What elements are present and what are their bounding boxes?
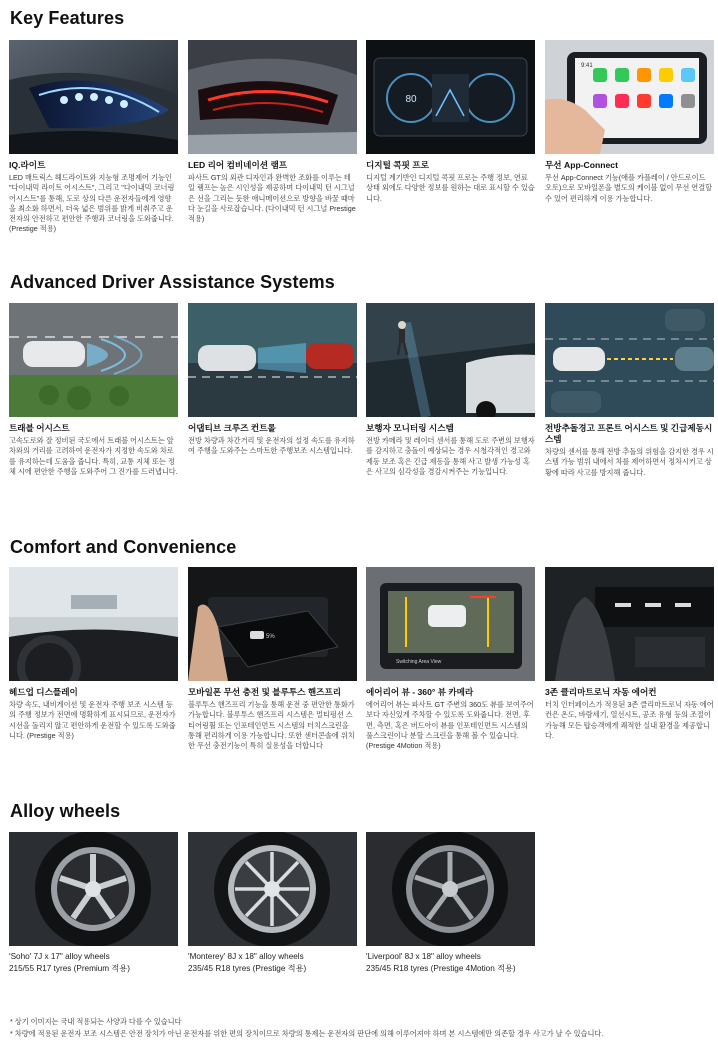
svg-text:9:41: 9:41 — [581, 63, 593, 69]
feature-description: LED 매트릭스 헤드라이트와 지능형 조명제어 기능인 "다이내믹 라이트 어시스트", 그리고 "다이내믹 코너링 어시스트"를 통해, 도로 상의 다른 운전자들에게 영향을 최소화 하면서, 더욱 넓은 범위를 밝게 비춰주고 운전자의 안전하고 편안한 주행과 코너링을 도와줍니다. (Prestige 적용) — [9, 173, 175, 234]
feature-description: 전방 카메라 및 레이더 센서를 통해 도로 주변의 보행자를 감지하고 충돌이 예상되는 경우 시청각적인 경고와 제동 보조 혹은 긴급 제동을 통해 사고 발생 가능성 혹은 사고의 심각성을 경감시켜주는 기능입니다. — [366, 436, 535, 476]
feature-card-front-assist — [545, 303, 714, 478]
feature-card-iq-light — [9, 40, 178, 235]
feature-title: 디지털 콕핏 프로 — [366, 160, 429, 170]
wheel-soho-image — [9, 832, 178, 946]
feature-description: 터치 인터페이스가 적용된 3존 클리마트로닉 자동 에어컨은 온도, 바람세기, 열선시트, 공조 유형 등의 조절이 가능해 모든 탑승객에게 쾌적한 실내 환경을 제공합니다. — [545, 700, 714, 740]
feature-card-climatronic — [545, 567, 714, 741]
wheel-name: 'Liverpool' 8J x 18" alloy wheels — [366, 952, 481, 961]
app-connect-image — [545, 40, 714, 154]
feature-description: 고속도로와 잘 정비된 국도에서 트래블 어시스트는 앞차와의 거리를 고려하여 운전자가 지정한 속도와 차로를 유지하는데 도움을 줍니다. 특히, 교통 지체 또는 정체 시에 편안한 주행을 도와주어 그 진가를 드러냅니다. — [9, 436, 178, 476]
wheel-caption — [366, 951, 535, 975]
wheel-caption — [9, 951, 178, 975]
wireless-charging-image — [188, 567, 357, 681]
svg-text:80: 80 — [405, 94, 417, 105]
feature-description: 전방 차량과 차간거리 및 운전자의 설정 속도를 유지하여 주행을 도와주는 스마트한 주행보조 시스템입니다. — [188, 436, 355, 456]
feature-title: 헤드업 디스플레이 — [9, 687, 78, 697]
feature-title: 3존 클리마트로닉 자동 에어컨 — [545, 687, 657, 697]
travel-assist-image — [9, 303, 178, 417]
footnote-2: * 차량에 적용된 운전자 보조 시스템은 안전 장치가 아닌 운전자를 위한 편의 장치이므로 차량의 통제는 운전자의 판단에 의해 이루어져야 하며 본 시스템에만 의존할 경우 사고가 날 수 있습니다. — [10, 1029, 604, 1038]
wheel-tyre: 235/45 R18 tyres (Prestige 4Motion 적용) — [366, 964, 516, 973]
feature-card-app-connect — [545, 40, 714, 204]
svg-text:Switching Area View: Switching Area View — [396, 659, 442, 665]
footnotes — [10, 1016, 710, 1040]
feature-card-wireless-charging — [188, 567, 357, 751]
feature-description: 디지털 계기반인 디지털 콕핏 프로는 주행 정보, 연료 상태 외에도 다양한 정보를 원하는 대로 표시할 수 있습니다. — [366, 173, 535, 203]
feature-description: 에어리어 뷰는 파사트 GT 주변의 360도 뷰를 보여주어 보다 자신있게 주차할 수 있도록 도와줍니다. 전면, 후면, 측면, 혹은 버드아이 뷰를 인포테인먼트 시스템의 풀스크린이나 분할 스크린을 통해 볼 수 있습니다. (Prestige 4Motion 적용) — [366, 700, 534, 751]
wheel-name: 'Monterey' 8J x 18" alloy wheels — [188, 952, 304, 961]
feature-title: 트래블 어시스트 — [9, 423, 70, 433]
feature-title: 어댑티브 크루즈 컨트롤 — [188, 423, 276, 433]
feature-title: 무선 App-Connect — [545, 160, 618, 170]
feature-title: IQ.라이트 — [9, 160, 46, 170]
rear-lamp-image — [188, 40, 357, 154]
headlight-image — [9, 40, 178, 154]
wheel-tyre: 215/55 R17 tyres (Premium 적용) — [9, 964, 130, 973]
front-assist-image — [545, 303, 714, 417]
section-title-comfort: Comfort and Convenience — [10, 537, 237, 557]
feature-title: 에어리어 뷰 - 360° 뷰 카메라 — [366, 687, 474, 697]
wheel-name: 'Soho' 7J x 17" alloy wheels — [9, 952, 110, 961]
feature-card-travel-assist — [9, 303, 178, 477]
feature-description: 블루투스 핸즈프리 기능을 통해 운전 중 편안한 통화가 가능합니다. 블루투스 핸즈프리 시스템은 멀티펑션 스티어링휠 또는 인포테인먼트 시스템의 터치스크린을 통해 편리하게 이용 가능합니다. 또한 센터콘솔에 위치한 무선 충전기능이 특히 실용성을 더합니다 — [188, 700, 355, 751]
digital-cockpit-image — [366, 40, 535, 154]
feature-description: 파사트 GT의 외관 디자인과 완벽한 조화를 이루는 테일 램프는 높은 시인성을 제공하며 다이내믹 턴 시그널은 선을 그리는 듯한 애니메이션으로 방향을 바꿀 때마다 눈길을 사로잡습니다. (다이내믹 턴 시그널 Prestige 적용) — [188, 173, 356, 224]
feature-title: 전방추돌경고 프론트 어시스트 및 긴급제동시스템 — [545, 423, 713, 444]
feature-card-acc — [188, 303, 357, 457]
feature-description: 차량 속도, 내비게이션 및 운전자 주행 보조 시스템 등의 주행 정보가 전면에 명확하게 표시되므로, 운전자가 시선을 돌리지 않고 편안하게 운전할 수 있도록 도와줍니다. (Prestige 적용) — [9, 700, 176, 740]
feature-card-area-view — [366, 567, 535, 751]
area-view-image — [366, 567, 535, 681]
pedestrian-image — [366, 303, 535, 417]
svg-text:5%: 5% — [266, 634, 275, 640]
feature-card-digital-cockpit — [366, 40, 535, 204]
feature-card-hud — [9, 567, 178, 741]
hud-image — [9, 567, 178, 681]
feature-title: 보행자 모니터링 시스템 — [366, 423, 454, 433]
feature-title: LED 리어 컴비네이션 램프 — [188, 160, 288, 170]
section-title-key-features: Key Features — [10, 8, 125, 28]
feature-card-led-rear-lamp — [188, 40, 357, 224]
footnote-1: * 상기 이미지는 국내 적용되는 사양과 다를 수 있습니다 — [10, 1017, 182, 1026]
wheel-tyre: 235/45 R18 tyres (Prestige 적용) — [188, 964, 307, 973]
feature-card-pedestrian — [366, 303, 535, 477]
feature-description: 무선 App-Connect 기능(애플 카플레이 / 안드로이드 오토)으로 모바일폰을 별도의 케이블 없이 무선 연결할 수 있어 편리하게 이용 가능합니다. — [545, 173, 713, 203]
section-title-adas: Advanced Driver Assistance Systems — [10, 272, 335, 292]
acc-image — [188, 303, 357, 417]
climatronic-image — [545, 567, 714, 681]
wheel-card-soho — [9, 832, 178, 975]
feature-title: 모바일폰 무선 충전 및 블루투스 핸즈프리 — [188, 687, 342, 697]
section-title-wheels: Alloy wheels — [10, 801, 121, 821]
wheel-liverpool-image — [366, 832, 535, 946]
wheel-card-liverpool — [366, 832, 535, 975]
wheel-card-monterey — [188, 832, 357, 975]
wheel-caption — [188, 951, 357, 975]
wheel-monterey-image — [188, 832, 357, 946]
feature-description: 차량의 센서를 통해 전방 추돌의 위험을 감지한 경우 시스템 가능 범위 내에서 차를 제어하면서 정차시키고 상황에 따라 사고를 방지해 줍니다. — [545, 447, 714, 477]
